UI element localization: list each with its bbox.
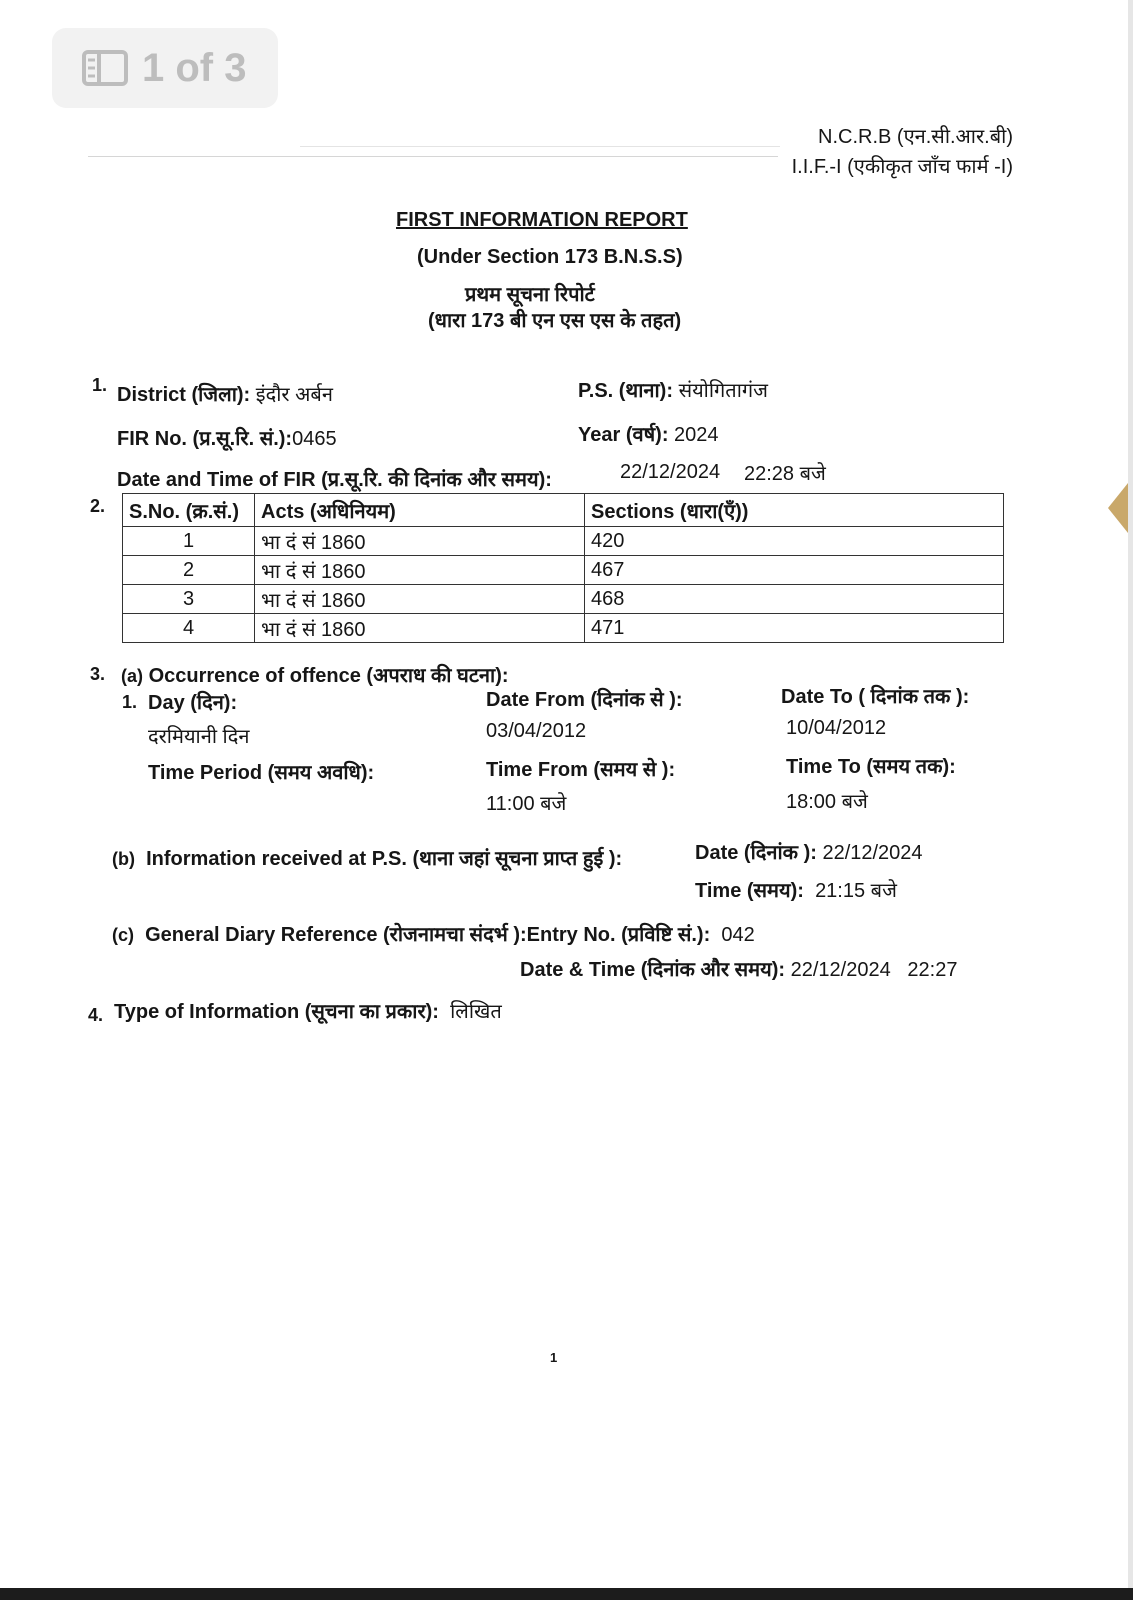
info-received-title: Information received at P.S. (थाना जहां सूचना प्राप्त हुई ):: [146, 848, 623, 870]
cell-act: भा दं सं 1860: [255, 614, 585, 643]
fir-number-label: FIR No. (प्र.सू.रि. सं.):: [117, 428, 293, 450]
fir-datetime-row: [117, 465, 552, 492]
cell-sno: 3: [123, 585, 255, 614]
cell-section: 471: [585, 614, 1004, 643]
report-section-hi: (धारा 173 बी एन एस एस के तहत): [428, 310, 682, 332]
cell-section: 468: [585, 585, 1004, 614]
gd-entry-label: Entry No. (प्रविष्टि सं.):: [526, 924, 711, 946]
iif-header: I.I.F.-I (एकीकृत जाँच फार्म -I): [791, 156, 1013, 178]
police-station-label: P.S. (थाना):: [578, 380, 673, 402]
time-to-label: Time To (समय तक):: [786, 756, 956, 778]
info-received-date-label: Date (दिनांक ):: [695, 842, 817, 864]
gd-datetime-label: Date & Time (दिनांक और समय):: [520, 959, 786, 981]
table-row: [123, 527, 1004, 556]
scan-rule: [300, 146, 780, 147]
info-received-time-value: 21:15 बजे: [815, 880, 897, 902]
fir-time-value: 22:28 बजे: [744, 463, 826, 485]
cell-act: भा दं सं 1860: [255, 556, 585, 585]
day-value: दरमियानी दिन: [148, 726, 250, 748]
gd-datetime-row: [520, 955, 957, 982]
gd-entry-value: 042: [721, 924, 755, 946]
gd-time-value: 22:27: [907, 959, 958, 981]
page-indicator[interactable]: [52, 28, 278, 108]
acts-sections-table: [122, 493, 1004, 643]
gd-reference-c-label: (c): [112, 925, 134, 945]
item-1-number: 1.: [92, 375, 108, 395]
time-from-value: 11:00 बजे: [486, 793, 567, 815]
time-from-label: Time From (समय से ):: [486, 759, 676, 781]
cell-act: भा दं सं 1860: [255, 527, 585, 556]
cell-sno: 2: [123, 556, 255, 585]
column-header-sno: S.No. (क्र.सं.): [123, 494, 255, 527]
table-header-row: [123, 494, 1004, 527]
year-label: Year (वर्ष):: [578, 424, 669, 446]
column-header-acts: Acts (अधिनियम): [255, 494, 585, 527]
cell-sno: 4: [123, 614, 255, 643]
pages-icon: [82, 50, 128, 86]
info-type-row: [114, 997, 502, 1024]
occurrence-heading: [121, 661, 509, 688]
time-period-label: Time Period (समय अवधि):: [148, 762, 375, 784]
item-4-number: 4.: [88, 1005, 104, 1025]
report-title-hi: प्रथम सूचना रिपोर्ट: [465, 284, 595, 306]
day-number: 1.: [122, 692, 138, 712]
info-type-value: लिखित: [450, 1001, 502, 1023]
cell-section: 420: [585, 527, 1004, 556]
page-edge: [1128, 0, 1133, 1600]
cell-act: भा दं सं 1860: [255, 585, 585, 614]
info-received-time-label: Time (समय):: [695, 880, 804, 902]
day-label: Day (दिन):: [148, 692, 238, 714]
date-from-label: Date From (दिनांक से ):: [486, 689, 683, 711]
district-label: District (जिला):: [117, 384, 251, 406]
item-3-number: 3.: [90, 664, 106, 684]
ncrb-header: N.C.R.B (एन.सी.आर.बी): [818, 126, 1013, 148]
scan-rule: [88, 156, 778, 157]
item-2-number: 2.: [90, 496, 106, 516]
police-station-row: [578, 376, 768, 403]
date-to-value: 10/04/2012: [786, 717, 887, 739]
time-to-value: 18:00 बजे: [786, 791, 868, 813]
district-row: [117, 380, 333, 407]
date-to-label: Date To ( दिनांक तक ):: [781, 686, 970, 708]
fir-number-value: 0465: [292, 428, 337, 450]
report-title: FIRST INFORMATION REPORT: [396, 209, 688, 231]
info-received-row: [112, 844, 622, 871]
district-value: इंदौर अर्बन: [255, 384, 333, 406]
column-header-sections: Sections (धारा(एँ)): [585, 494, 1004, 527]
gd-reference-title: General Diary Reference (रोजनामचा संदर्भ ):: [145, 924, 527, 946]
page-number: 1: [550, 1350, 558, 1365]
fir-number-row: [117, 424, 337, 451]
info-received-date-row: [695, 838, 923, 865]
bottom-edge: [0, 1588, 1133, 1600]
table-row: [123, 614, 1004, 643]
info-type-label: Type of Information (सूचना का प्रकार):: [114, 1001, 439, 1023]
fir-datetime-label: Date and Time of FIR (प्र.सू.रि. की दिनांक और समय):: [117, 469, 552, 491]
info-received-date-value: 22/12/2024: [822, 842, 923, 864]
fir-date-value: 22/12/2024: [620, 461, 721, 483]
info-received-b-label: (b): [112, 849, 135, 869]
date-from-value: 03/04/2012: [486, 720, 587, 742]
gd-reference-row: [112, 920, 755, 947]
gd-date-value: 22/12/2024: [790, 959, 891, 981]
cell-section: 467: [585, 556, 1004, 585]
year-value: 2024: [674, 424, 719, 446]
info-received-time-row: [695, 876, 897, 903]
page-indicator-text: 1 of 3: [142, 45, 247, 90]
cell-sno: 1: [123, 527, 255, 556]
table-row: [123, 556, 1004, 585]
police-station-value: संयोगितागंज: [678, 380, 768, 402]
table-row: [123, 585, 1004, 614]
occurrence-a-label: (a): [121, 666, 143, 686]
report-section-en: (Under Section 173 B.N.S.S): [417, 246, 683, 268]
year-row: [578, 420, 719, 447]
occurrence-title: Occurrence of offence (अपराध की घटना):: [148, 665, 509, 687]
